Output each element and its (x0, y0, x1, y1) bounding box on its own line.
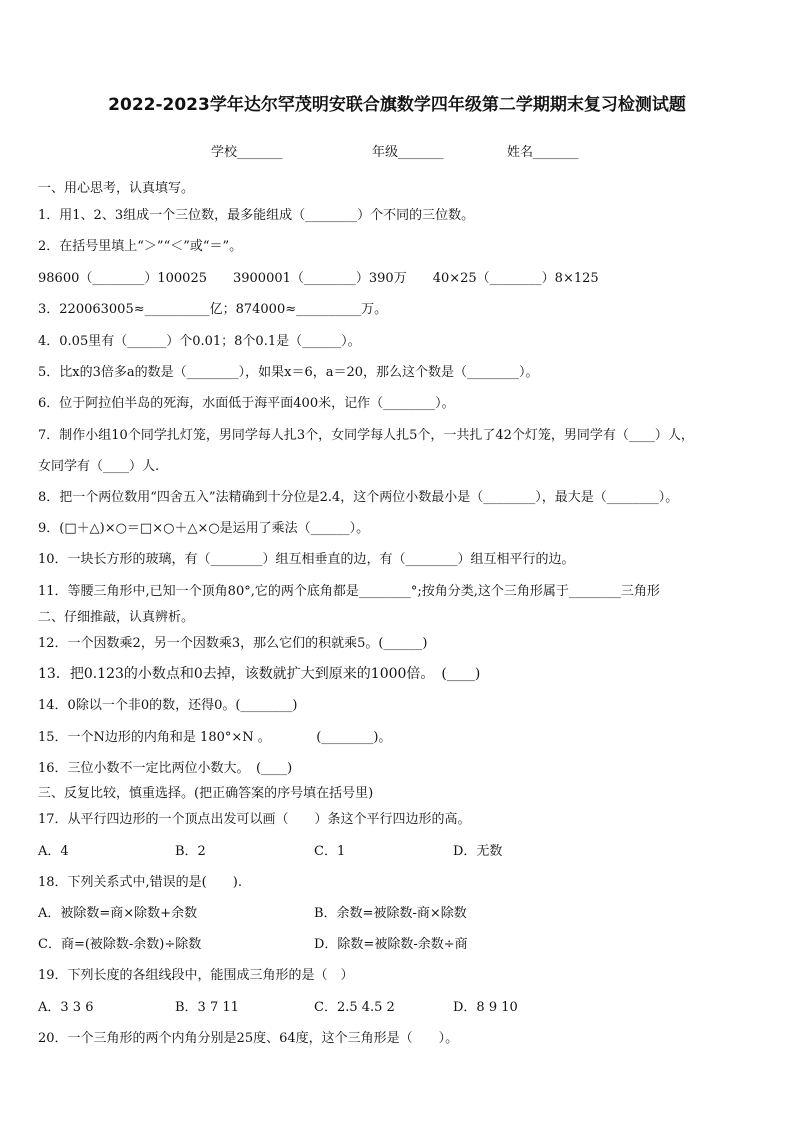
question-2: 2．在括号里填上“＞”“＜”或“＝”。 (38, 239, 243, 254)
q19-option-a: A．3 3 6 (38, 1000, 94, 1015)
name-field: 姓名_______ (507, 145, 579, 160)
question-2-items: 98600（________）100025 3900001（________）390万 40×25（________）8×125 (38, 271, 599, 286)
question-10: 10．一块长方形的玻璃，有（________）组互相垂直的边，有（________）组互相平行的边。 (38, 552, 575, 567)
question-12: 12．一个因数乘2，另一个因数乘3，那么它们的积就乘5。(______) (38, 636, 428, 651)
student-info-row (0, 141, 794, 161)
question-7-continued: 女同学有（____）人. (38, 459, 160, 474)
question-7: 7．制作小组10个同学扎灯笼，男同学每人扎3个，女同学每人扎5个，一共扎了42个灯笼，男同学有（____）人， (38, 428, 694, 443)
section-heading-2: 二、仔细推敲，认真辨析。 (38, 610, 195, 625)
question-1: 1．用1、2、3组成一个三位数，最多能组成（________）个不同的三位数。 (38, 208, 475, 223)
q17-option-b: B．2 (175, 844, 206, 859)
question-15: 15．一个N边形的内角和是 180°×N 。 (________)。 (38, 730, 392, 745)
question-16: 16．三位小数不一定比两位小数大。 (____) (38, 761, 293, 776)
question-20: 20．一个三角形的两个内角分别是25度、64度，这个三角形是（ ）。 (38, 1031, 459, 1046)
q17-option-a: A．4 (38, 844, 69, 859)
q18-option-d: D．除数=被除数-余数÷商 (314, 937, 468, 952)
q17-option-c: C．1 (314, 844, 346, 859)
section-heading-3: 三、反复比较，慎重选择。(把正确答案的序号填在括号里) (38, 786, 374, 801)
question-8: 8．把一个两位数用“四舍五入”法精确到十分位是2.4，这个两位小数最小是（________），最大是（________）。 (38, 490, 679, 505)
question-11: 11．等腰三角形中,已知一个顶角80°,它的两个底角都是________°;按角分类,这个三角形属于________三角形 (38, 584, 660, 599)
q18-option-a: A．被除数=商×除数+余数 (38, 906, 198, 921)
question-17: 17．从平行四边形的一个顶点出发可以画（ ）条这个平行四边形的高。 (38, 812, 471, 827)
question-4: 4．0.05里有（______）个0.01；8个0.1是（______）。 (38, 334, 361, 349)
question-14: 14．0除以一个非0的数，还得0。(________) (38, 698, 298, 713)
question-18: 18．下列关系式中,错误的是( ). (38, 875, 242, 890)
question-9: 9．(□＋△)×○＝□×○＋△×○是运用了乘法（______）。 (38, 521, 370, 536)
question-19: 19．下列长度的各组线段中，能围成三角形的是（ ） (38, 968, 354, 983)
q19-option-c: C．2.5 4.5 2 (314, 1000, 395, 1015)
q19-option-b: B．3 7 11 (175, 1000, 239, 1015)
page-title: 2022-2023学年达尔罕茂明安联合旗数学四年级第二学期期末复习检测试题 (108, 95, 686, 115)
q17-option-d: D．无数 (453, 844, 503, 859)
school-field: 学校_______ (211, 145, 283, 160)
question-3: 3．220063005≈__________亿；874000≈__________万。 (38, 302, 388, 317)
question-5: 5．比x的3倍多a的数是（________），如果x＝6，a＝20，那么这个数是（________）。 (38, 365, 539, 380)
grade-field: 年级_______ (372, 145, 444, 160)
question-6: 6．位于阿拉伯半岛的死海，水面低于海平面400米，记作（________）。 (38, 396, 455, 411)
q18-option-b: B．余数=被除数-商×除数 (314, 906, 467, 921)
section-heading-1: 一、用心思考，认真填写。 (38, 181, 195, 196)
q19-option-d: D．8 9 10 (453, 1000, 518, 1015)
question-13: 13．把0.123的小数点和0去掉，该数就扩大到原来的1000倍。 (____) (38, 666, 481, 682)
q18-option-c: C．商=(被除数-余数)÷除数 (38, 937, 202, 952)
